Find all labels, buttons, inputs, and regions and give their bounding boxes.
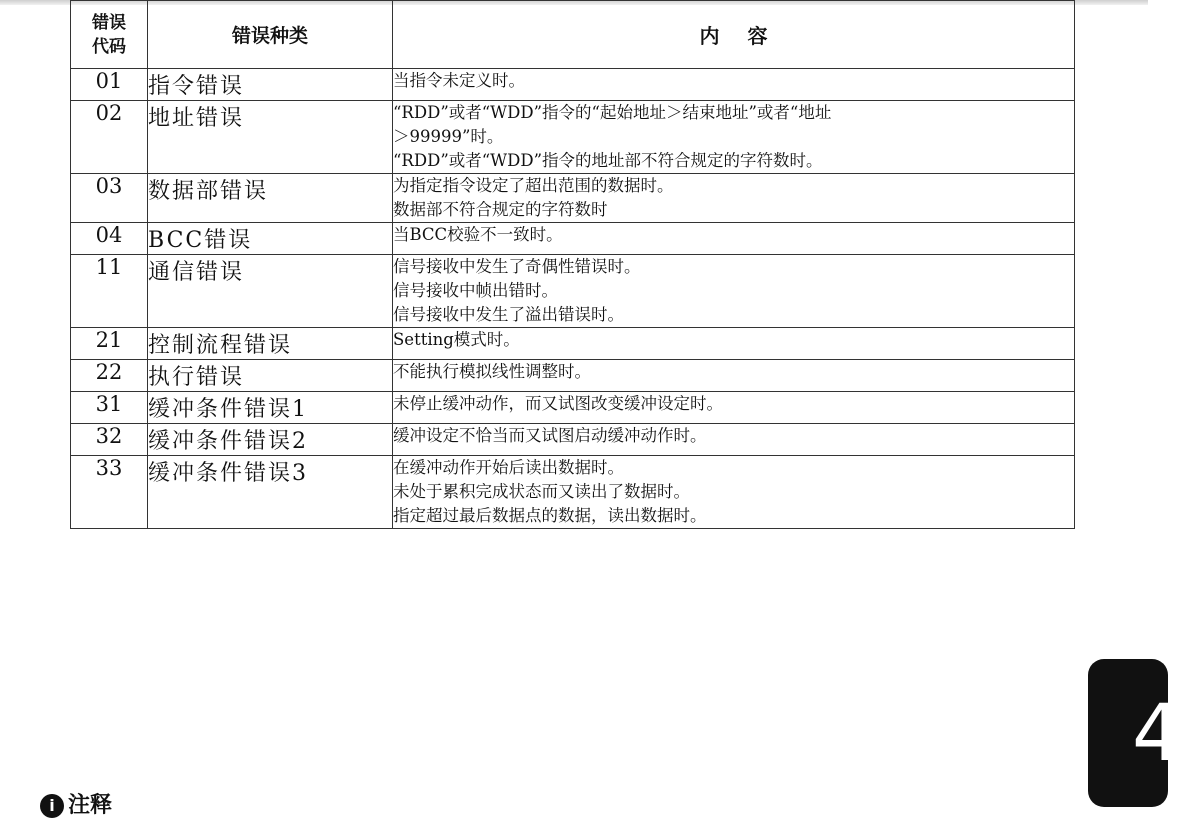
note-title: 注释	[68, 793, 113, 818]
content-line: 当指令未定义时。	[393, 71, 525, 90]
content-line: Setting模式时。	[393, 330, 520, 349]
chapter-number: 4	[1132, 689, 1182, 779]
table-row	[71, 424, 1075, 456]
note-heading	[40, 792, 112, 820]
error-code-cell: 04	[71, 223, 148, 255]
content-line: ＞99999”时。	[393, 127, 504, 146]
error-type-cell: 缓冲条件错误3	[148, 456, 393, 529]
error-code-table	[70, 0, 1075, 529]
header-row	[71, 1, 1075, 69]
error-content-cell	[393, 328, 1075, 360]
error-content-cell	[393, 101, 1075, 174]
content-line: 当BCC校验不一致时。	[393, 225, 563, 244]
content-line: 缓冲设定不恰当而又试图启动缓冲动作时。	[393, 426, 707, 445]
table-row	[71, 223, 1075, 255]
content-line: 数据部不符合规定的字符数时	[393, 200, 608, 219]
header-code-line2: 代码	[92, 36, 126, 57]
error-type-cell: 执行错误	[148, 360, 393, 392]
error-type-cell: 指令错误	[148, 69, 393, 101]
table-header	[71, 1, 1075, 69]
error-code-cell: 33	[71, 456, 148, 529]
header-content: 内容	[393, 1, 1075, 69]
table-body	[71, 69, 1075, 529]
error-code-cell: 03	[71, 174, 148, 223]
content-line: 信号接收中发生了奇偶性错误时。	[393, 257, 641, 276]
error-content-cell	[393, 360, 1075, 392]
table-row	[71, 328, 1075, 360]
table-row	[71, 255, 1075, 328]
content-line: 为指定指令设定了超出范围的数据时。	[393, 176, 674, 195]
table-row	[71, 392, 1075, 424]
error-code-cell: 01	[71, 69, 148, 101]
content-line: “RDD”或者“WDD”指令的地址部不符合规定的字符数时。	[393, 151, 823, 170]
error-code-cell: 32	[71, 424, 148, 456]
error-type-cell: 地址错误	[148, 101, 393, 174]
header-error-code	[71, 1, 148, 69]
error-content-cell	[393, 69, 1075, 101]
content-line: “RDD”或者“WDD”指令的“起始地址＞结束地址”或者“地址	[393, 103, 832, 122]
content-line: 不能执行模拟线性调整时。	[393, 362, 591, 381]
info-circle-icon: i	[40, 794, 64, 818]
error-content-cell	[393, 424, 1075, 456]
content-line: 未处于累积完成状态而又读出了数据时。	[393, 482, 690, 501]
content-line: 未停止缓冲动作，而又试图改变缓冲设定时。	[393, 394, 723, 413]
table-row	[71, 69, 1075, 101]
error-code-cell: 11	[71, 255, 148, 328]
error-type-cell: 通信错误	[148, 255, 393, 328]
chapter-side-tab	[1088, 659, 1182, 807]
content-line: 信号接收中发生了溢出错误时。	[393, 305, 624, 324]
error-type-cell: 缓冲条件错误1	[148, 392, 393, 424]
header-code-line1: 错误	[92, 12, 126, 33]
table-row	[71, 101, 1075, 174]
error-type-cell: 缓冲条件错误2	[148, 424, 393, 456]
error-type-cell: 数据部错误	[148, 174, 393, 223]
error-type-cell: BCC错误	[148, 223, 393, 255]
error-content-cell	[393, 392, 1075, 424]
error-code-cell: 02	[71, 101, 148, 174]
error-code-cell: 22	[71, 360, 148, 392]
error-type-cell: 控制流程错误	[148, 328, 393, 360]
header-error-type: 错误种类	[148, 1, 393, 69]
error-content-cell	[393, 223, 1075, 255]
content-line: 在缓冲动作开始后读出数据时。	[393, 458, 624, 477]
table-row	[71, 360, 1075, 392]
table-row	[71, 456, 1075, 529]
error-content-cell	[393, 255, 1075, 328]
content-line: 信号接收中帧出错时。	[393, 281, 558, 300]
content-line: 指定超过最后数据点的数据，读出数据时。	[393, 506, 707, 525]
table-row	[71, 174, 1075, 223]
error-content-cell	[393, 174, 1075, 223]
error-code-cell: 31	[71, 392, 148, 424]
error-content-cell	[393, 456, 1075, 529]
error-code-cell: 21	[71, 328, 148, 360]
